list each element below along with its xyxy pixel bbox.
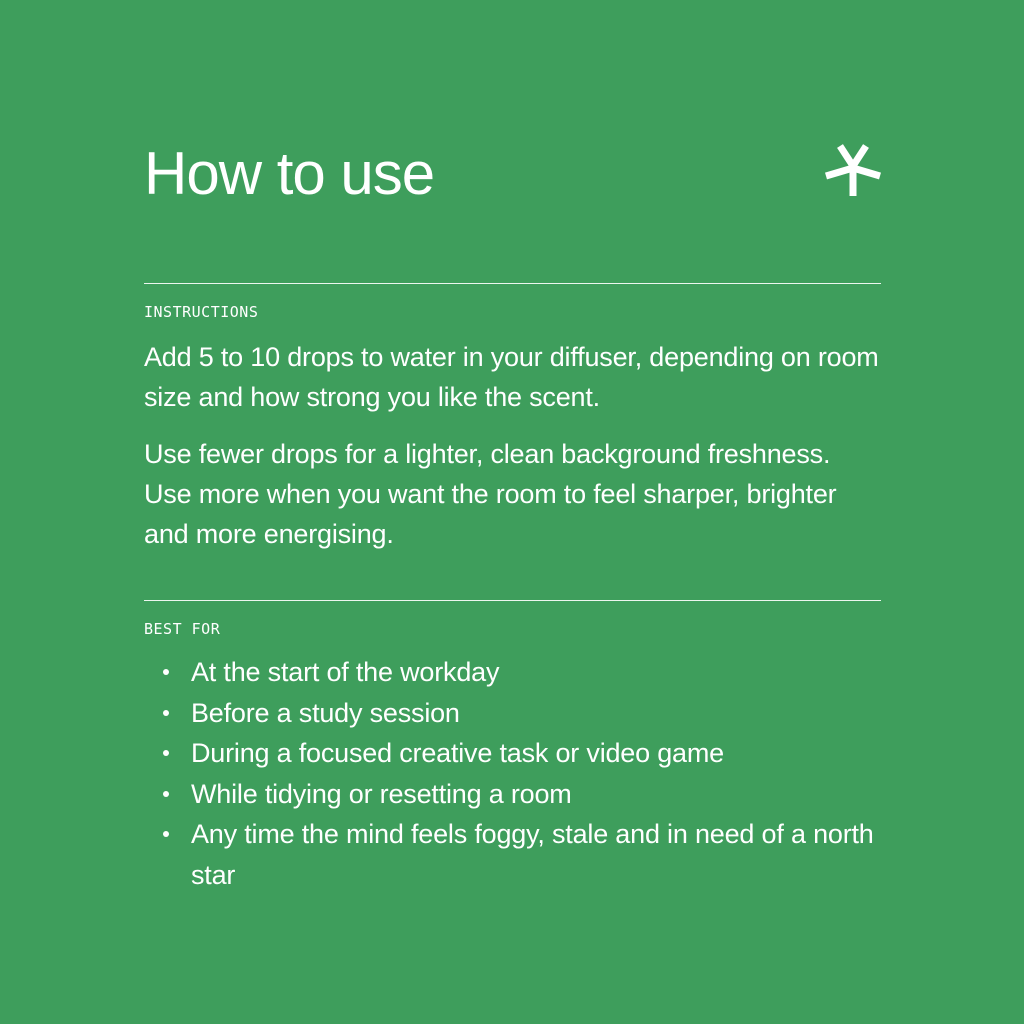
how-to-use-card [144, 0, 881, 1024]
instructions-paragraph-2: Use fewer drops for a lighter, clean background freshness. Use more when you want the room to feel sharper, brighter and more energising. [144, 439, 837, 549]
list-item [144, 733, 884, 774]
list-item-text: During a focused creative task or video game [191, 738, 724, 768]
divider-middle [144, 600, 881, 601]
list-item-text: While tidying or resetting a room [191, 778, 572, 809]
instructions-paragraph-1: Add 5 to 10 drops to water in your diffuser, depending on room size and how strong you like the scent. [144, 342, 879, 412]
list-item [144, 693, 884, 734]
bullet-icon [163, 831, 169, 837]
bullet-icon [163, 669, 169, 675]
bullet-icon [163, 710, 169, 716]
list-item-text: At the start of the workday [191, 657, 500, 687]
instructions-label: INSTRUCTIONS [144, 303, 259, 321]
list-item [144, 652, 884, 693]
best-for-list [144, 652, 884, 895]
page-title: How to use [144, 140, 435, 207]
bullet-icon [163, 750, 169, 756]
divider-top [144, 283, 881, 284]
list-item-text: Before a study session [191, 697, 460, 728]
bullet-icon [163, 791, 169, 797]
best-for-label: BEST FOR [144, 620, 221, 638]
list-item [144, 774, 884, 815]
asterisk-star-icon [824, 144, 882, 196]
list-item-text: Any time the mind feels foggy, stale and in need of a north star [191, 819, 874, 890]
list-item [144, 814, 884, 895]
